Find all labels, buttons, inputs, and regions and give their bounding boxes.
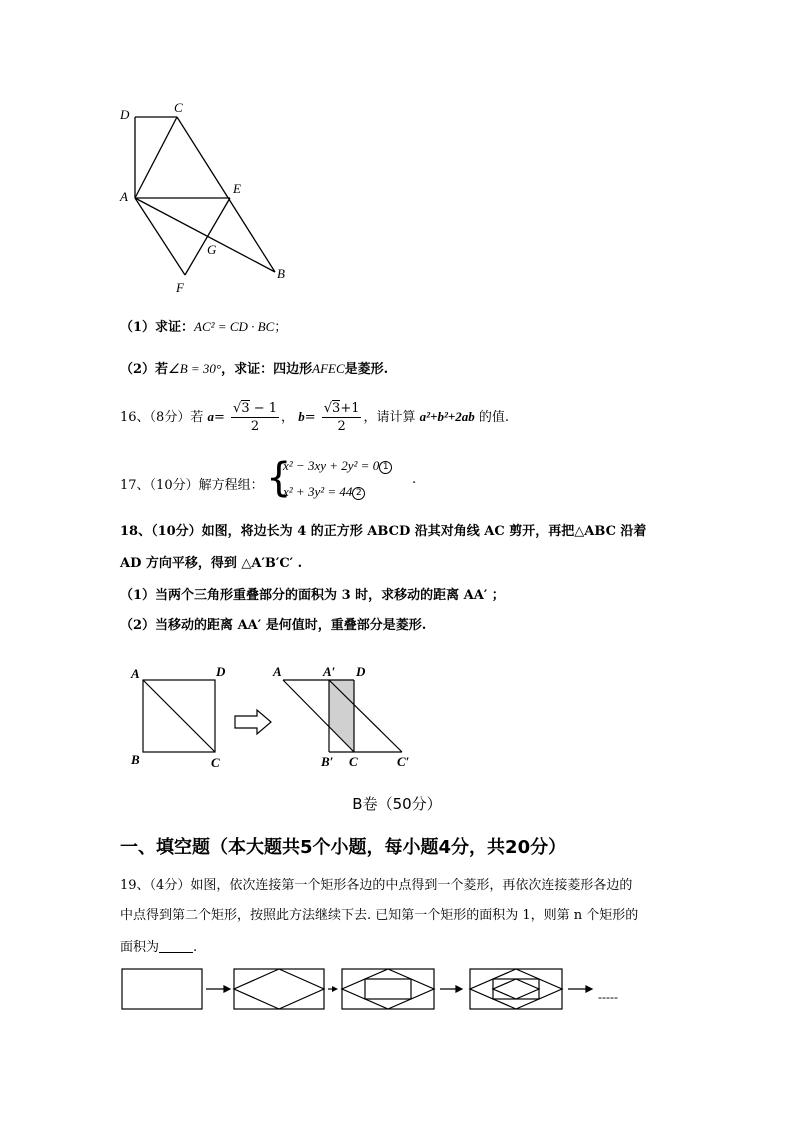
label-D: D bbox=[120, 107, 130, 122]
q16-a-rest: − 1 bbox=[249, 401, 278, 416]
q15-part2-mid: ，求证：四边形 bbox=[221, 362, 313, 377]
label-G: G bbox=[207, 242, 217, 257]
section-fill-in-title: 一、填空题（本大题共5个小题，每小题4分，共20分） bbox=[120, 837, 567, 858]
label-E: E bbox=[233, 181, 241, 196]
left-label-C: C bbox=[211, 755, 220, 770]
right-label-C-prime: C′ bbox=[397, 754, 410, 769]
figure-nested-rectangles bbox=[118, 965, 638, 1015]
label-C: C bbox=[174, 100, 183, 115]
right-label-A-prime: A′ bbox=[323, 664, 336, 679]
label-A: A bbox=[120, 189, 128, 204]
q17-eq1-mark: 1 bbox=[379, 461, 392, 474]
q19-line-1: 19、（4分）如图，依次连接第一个矩形各边的中点得到一个菱形，再依次连接菱形各边的 bbox=[120, 878, 633, 893]
q17-equation-1 bbox=[283, 458, 392, 474]
label-B: B bbox=[277, 266, 285, 281]
right-label-D: D bbox=[356, 664, 366, 679]
volume-b-title: B卷（50分） bbox=[352, 795, 442, 813]
q17-end: . bbox=[412, 472, 417, 487]
q16-number: 16、（8分）若 bbox=[120, 410, 204, 425]
q15-part2 bbox=[120, 358, 388, 377]
q19-line-3-text: 面积为 bbox=[120, 940, 160, 955]
q18-part-1: （1）当两个三角形重叠部分的面积为 3 时，求移动的距离 AA′ ； bbox=[120, 588, 505, 603]
overlap-shaded-region bbox=[329, 680, 354, 752]
q19-line-2: 中点得到第二个矩形，按照此方法继续下去. 已知第一个矩形的面积为 1，则第 n 个矩形的 bbox=[120, 908, 639, 923]
q17-eq2-text: x² + 3y² = 44 bbox=[283, 484, 353, 499]
question-17-number: 17、（10分）解方程组： bbox=[120, 478, 264, 493]
left-label-A: A bbox=[131, 666, 140, 681]
q16-a-den: 2 bbox=[250, 419, 260, 434]
left-label-B: B bbox=[131, 752, 140, 767]
q18-line-2: AD 方向平移，得到 △A′B′C′ . bbox=[120, 556, 303, 571]
q18-part-2: （2）当移动的距离 AA′ 是何值时，重叠部分是菱形. bbox=[120, 618, 427, 633]
q16-a-fraction: $\frac{√3 - 1}{2}$ bbox=[233, 401, 278, 434]
q16-b-rest: +1 bbox=[340, 401, 360, 416]
q15-part1-formula: AC² = CD · BC bbox=[194, 319, 275, 334]
q15-part2-prefix: （2）若 bbox=[120, 362, 169, 377]
q17-equation-2 bbox=[283, 484, 365, 500]
q16-b-root: 3 bbox=[332, 401, 341, 416]
q16-separator: ， bbox=[281, 410, 295, 425]
q18-line-1: 18、（10分）如图，将边长为 4 的正方形 ABCD 沿其对角线 AC 剪开，再把△ABC 沿着 bbox=[120, 524, 647, 539]
figure-quadrilateral bbox=[110, 95, 310, 305]
answer-blank bbox=[159, 940, 193, 953]
q16-b-fraction: $\frac{√3+1}{2}$ bbox=[323, 401, 360, 434]
q17-eq1-text: x² − 3xy + 2y² = 0 bbox=[283, 458, 380, 473]
q15-part1-prefix: （1）求证： bbox=[120, 320, 195, 335]
right-label-A: A bbox=[273, 664, 282, 679]
q16-end: 的值. bbox=[478, 410, 510, 425]
q16-eq-1: = bbox=[213, 410, 225, 425]
q16-b-var: b bbox=[298, 409, 305, 424]
q16-tail: ，请计算 bbox=[363, 410, 416, 425]
q15-part1 bbox=[120, 316, 287, 335]
q15-part2-quad: AFEC bbox=[312, 361, 345, 376]
label-F: F bbox=[176, 280, 184, 295]
q16-a-root: 3 bbox=[241, 401, 250, 416]
arrow-icon bbox=[235, 710, 271, 734]
q17-brace: { bbox=[266, 455, 292, 501]
left-label-D: D bbox=[216, 664, 226, 679]
q15-part1-suffix: ； bbox=[274, 320, 288, 335]
q16-a-var: a bbox=[207, 409, 214, 424]
right-label-B-prime: B′ bbox=[321, 754, 334, 769]
figure-square-translation bbox=[125, 660, 425, 775]
right-label-C: C bbox=[349, 754, 358, 769]
q16-b-den: 2 bbox=[337, 419, 346, 434]
q19-line-3 bbox=[120, 936, 197, 955]
q17-eq2-mark: 2 bbox=[352, 487, 365, 500]
q16-eq-2: = bbox=[304, 410, 316, 425]
question-16 bbox=[120, 400, 509, 435]
q15-part2-suffix: 是菱形. bbox=[344, 362, 389, 377]
q19-line-3-end: . bbox=[193, 940, 198, 955]
q16-expression: a²+b²+2ab bbox=[419, 409, 475, 424]
q15-part2-angle: ∠B = 30° bbox=[168, 361, 222, 376]
sequence-ellipsis: ----- bbox=[598, 990, 618, 1004]
